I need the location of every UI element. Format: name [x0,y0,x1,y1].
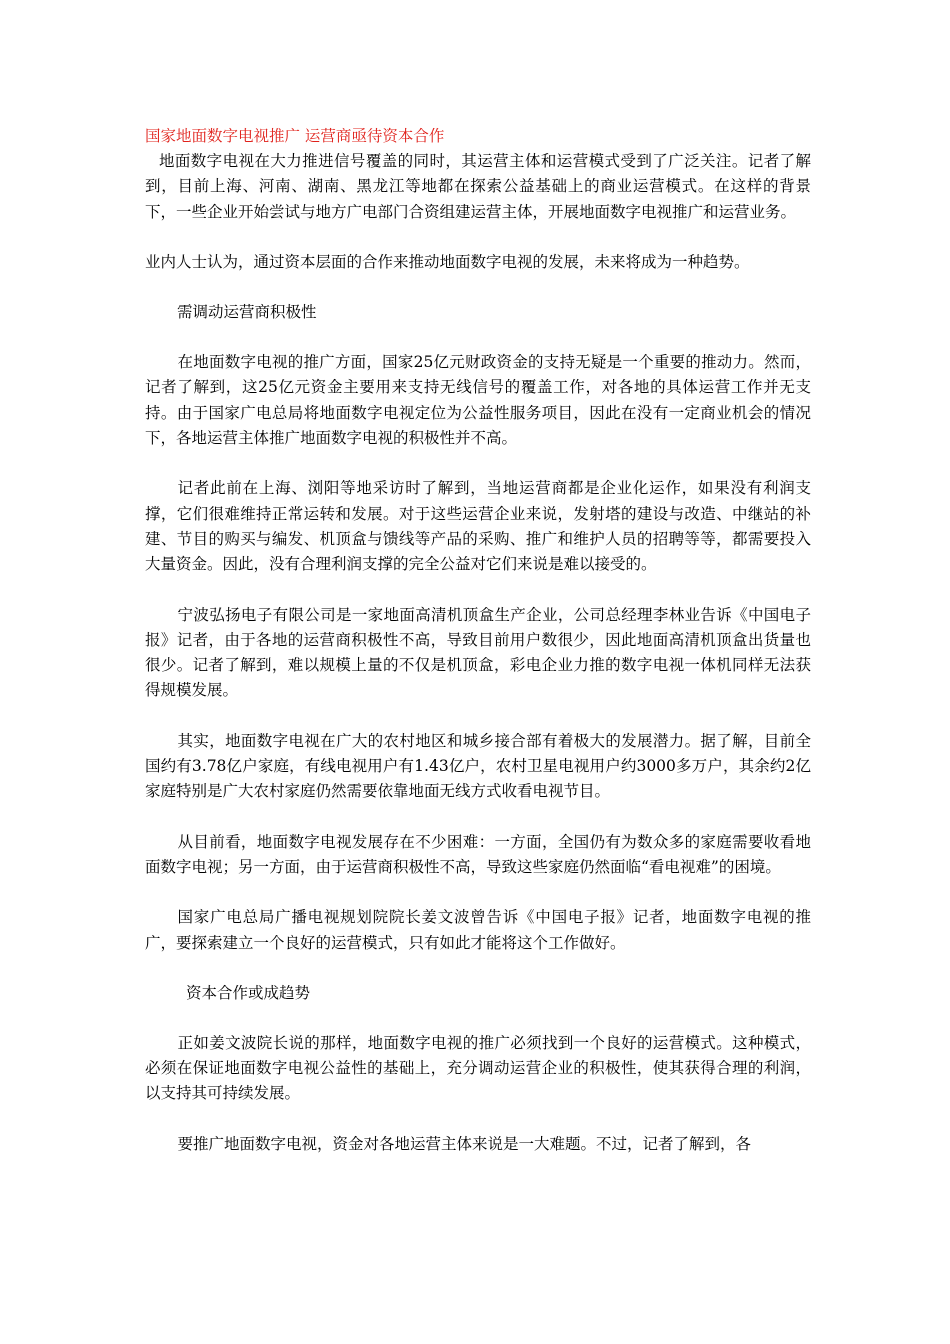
paragraph-gap [145,956,811,981]
body-paragraph: 宁波弘扬电子有限公司是一家地面高清机顶盒生产企业，公司总经理李林业告诉《中国电子报》记者，由于各地的运营商积极性不高，导致目前用户数很少，因此地面高清机顶盒出货量也很少。记者了解到，难以规模上量的不仅是机顶盒，彩电企业力推的数字电视一体机同样无法获得规模发展。 [145,605,811,700]
paragraph-gap [145,880,811,905]
paragraph-gap [145,704,811,729]
section-heading-capital-cooperation: 资本合作或成趋势 [186,983,311,1002]
document-page [145,124,811,1157]
paragraph-gap [145,225,811,250]
paragraph-gap [145,451,811,476]
body-paragraph: 记者此前在上海、浏阳等地采访时了解到，当地运营商都是企业化运作，如果没有利润支撑，它们很难维持正常运转和发展。对于这些运营企业来说，发射塔的建设与改造、中继站的补建、节目的购买与编发、机顶盒与馈线等产品的采购、推广和维护人员的招聘等等，都需要投入大量资金。因此，没有合理利润支撑的完全公益对它们来说是难以接受的。 [145,479,811,574]
intro-paragraph: 地面数字电视在大力推进信号覆盖的同时，其运营主体和运营模式受到了广泛关注。记者了解到，目前上海、河南、湖南、黑龙江等地都在探索公益基础上的商业运营模式。在这样的背景下，一些企业开始尝试与地方广电部门合资组建运营主体，开展地面数字电视推广和运营业务。 [145,152,811,221]
section-heading-operator-motivation: 需调动运营商积极性 [177,303,317,322]
paragraph-gap [145,578,811,603]
paragraph-gap [145,1107,811,1132]
paragraph-gap [145,275,811,300]
body-paragraph: 其实，地面数字电视在广大的农村地区和城乡接合部有着极大的发展潜力。据了解，目前全国约有3.78亿户家庭，有线电视用户有1.43亿户，农村卫星电视用户约3000多万户，其余约2亿家庭特别是广大农村家庭仍然需要依靠地面无线方式收看电视节目。 [145,731,811,801]
body-paragraph: 正如姜文波院长说的那样，地面数字电视的推广必须找到一个良好的运营模式。这种模式，必须在保证地面数字电视公益性的基础上，充分调动运营企业的积极性，使其获得合理的利润，以支持其可持续发展。 [145,1033,811,1103]
body-paragraph: 国家广电总局广播电视规划院院长姜文波曾告诉《中国电子报》记者，地面数字电视的推广，要探索建立一个良好的运营模式，只有如此才能将这个工作做好。 [145,908,811,952]
body-paragraph: 要推广地面数字电视，资金对各地运营主体来说是一大难题。不过，记者了解到，各 [177,1134,752,1153]
paragraph-gap [145,805,811,830]
paragraph-gap [145,1006,811,1031]
trend-paragraph: 业内人士认为，通过资本层面的合作来推动地面数字电视的发展，未来将成为一种趋势。 [145,252,750,271]
paragraph-gap [145,325,811,350]
body-paragraph: 从目前看，地面数字电视发展存在不少困难：一方面，全国仍有为数众多的家庭需要收看地面数字电视；另一方面，由于运营商积极性不高，导致这些家庭仍然面临“看电视难”的困境。 [145,832,811,876]
article-title: 国家地面数字电视推广 运营商亟待资本合作 [145,127,445,145]
body-paragraph: 在地面数字电视的推广方面，国家25亿元财政资金的支持无疑是一个重要的推动力。然而，记者了解到，这25亿元资金主要用来支持无线信号的覆盖工作，对各地的具体运营工作并无支持。由于国家广电总局将地面数字电视定位为公益性服务项目，因此在没有一定商业机会的情况下，各地运营主体推广地面数字电视的积极性并不高。 [145,353,811,448]
